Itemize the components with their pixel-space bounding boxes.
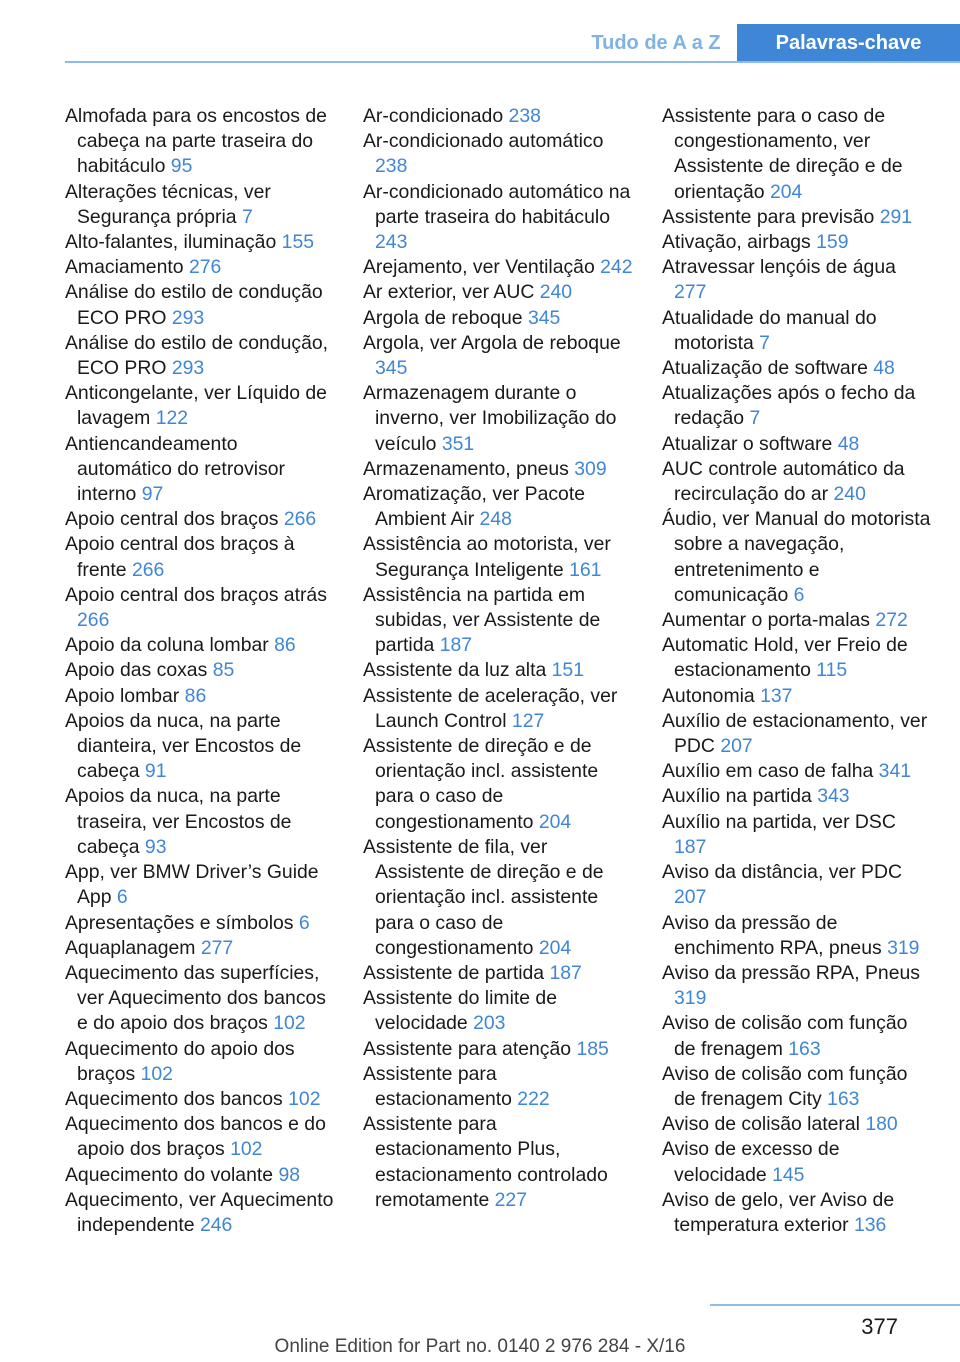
index-entry [65, 255, 335, 280]
entry-term: Aviso de colisão com função de frenagem [662, 1012, 908, 1060]
entry-term: Aviso de colisão lateral [662, 1113, 860, 1136]
index-entry [662, 306, 932, 356]
page-link[interactable]: 351 [441, 432, 475, 455]
page-link[interactable]: 204 [538, 936, 572, 959]
index-column-3 [662, 104, 932, 1238]
entry-term: Ar exterior, ver AUC [363, 281, 535, 304]
page-link[interactable]: 319 [887, 936, 920, 959]
page-link[interactable]: 345 [375, 357, 408, 380]
page-link[interactable]: 187 [439, 634, 473, 657]
page-link[interactable]: 238 [508, 105, 541, 127]
index-entry [662, 205, 932, 230]
entry-term: Assistente para o caso de congestionamento, ver Assistente de direção e de orientação [662, 105, 903, 203]
entry-term: Análise do estilo de condução, ECO PRO [65, 331, 329, 380]
index-entry [662, 1188, 932, 1238]
index-entry [363, 306, 633, 331]
entry-term: Antiencandeamento automático do retrovisor interno [65, 432, 286, 506]
page-link[interactable]: 102 [288, 1087, 321, 1110]
entry-term: Apoio da coluna lombar [65, 634, 269, 657]
page-link[interactable]: 7 [759, 331, 770, 354]
entry-term: Assistente de partida [363, 961, 545, 984]
entry-term: Apresentações e símbolos [65, 911, 294, 934]
page-link[interactable]: 291 [879, 205, 913, 228]
index-entry [65, 1112, 335, 1162]
page-link[interactable]: 309 [574, 457, 607, 480]
index-entry [65, 658, 335, 683]
page-link[interactable]: 207 [720, 735, 753, 758]
index-entry [662, 1112, 932, 1137]
index-entry [65, 331, 335, 381]
index-entry [65, 784, 335, 860]
page-number: 377 [861, 1314, 898, 1339]
page-link[interactable]: 98 [278, 1163, 301, 1186]
index-entry [363, 1062, 633, 1112]
page-link[interactable]: 293 [171, 306, 205, 329]
index-entry [65, 684, 335, 709]
index-entry [65, 1163, 335, 1188]
index-entry [65, 507, 335, 532]
index-entry [65, 709, 335, 785]
index-entry [662, 432, 932, 457]
page-link[interactable]: 266 [283, 508, 317, 531]
index-entry [662, 911, 932, 961]
page-link[interactable]: 93 [144, 835, 167, 858]
page-header [0, 0, 960, 62]
page-link[interactable]: 227 [494, 1188, 527, 1211]
index-entry [662, 255, 932, 305]
page-link[interactable]: 266 [131, 558, 165, 581]
entry-term: Aviso de gelo, ver Aviso de temperatura exterior [662, 1188, 895, 1236]
page-link[interactable]: 242 [600, 256, 633, 279]
page-link[interactable]: 207 [674, 886, 707, 909]
index-entry [363, 684, 633, 734]
page-link[interactable]: 293 [171, 357, 205, 380]
entry-term: Aquecimento dos bancos e do apoio dos braços [65, 1113, 326, 1161]
entry-term: Auxílio na partida, ver DSC [662, 810, 896, 833]
entry-term: Aviso da distância, ver PDC [662, 861, 902, 884]
page-link[interactable]: 95 [170, 155, 193, 178]
entry-term: Alterações técnicas, ver Segurança própria [65, 180, 271, 228]
index-entry [65, 230, 335, 255]
entry-term: Aquecimento, ver Aquecimento independente [65, 1188, 334, 1236]
index-entry [662, 608, 932, 633]
page-link[interactable]: 187 [674, 835, 707, 858]
page-link[interactable]: 204 [769, 180, 803, 203]
index-entry [65, 1087, 335, 1112]
entry-term: Apoio central dos braços atrás [65, 583, 327, 606]
index-entry [662, 633, 932, 683]
index-entry [363, 961, 633, 986]
active-tab-keywords[interactable]: Palavras-chave [737, 24, 960, 62]
page-link[interactable]: 127 [511, 709, 545, 732]
page-link[interactable]: 246 [199, 1213, 233, 1236]
entry-term: Assistente para estacionamento Plus, estacionamento controlado remotamente [363, 1113, 608, 1211]
entry-term: Assistente para atenção [363, 1037, 572, 1060]
index-entry [662, 684, 932, 709]
page-link[interactable]: 277 [200, 936, 234, 959]
page-link[interactable]: 102 [140, 1062, 173, 1085]
page-link[interactable]: 204 [538, 810, 572, 833]
index-entry [662, 759, 932, 784]
entry-term: Análise do estilo de condução ECO PRO [65, 281, 323, 329]
entry-term: Assistente do limite de velocidade [363, 987, 558, 1035]
entry-term: Assistente para previsão [662, 205, 875, 228]
page-link[interactable]: 203 [473, 1012, 506, 1035]
page-link[interactable]: 137 [760, 684, 793, 707]
index-entry [662, 1011, 932, 1061]
index-entry [363, 482, 633, 532]
entry-term: Aviso da pressão de enchimento RPA, pneus [662, 911, 882, 959]
page-link[interactable]: 6 [116, 886, 128, 909]
page-link[interactable]: 6 [793, 583, 805, 606]
entry-term: Anticongelante, ver Líquido de lavagem [65, 382, 327, 430]
page-link[interactable]: 7 [749, 407, 761, 430]
entry-term: Atualizar o software [662, 432, 833, 455]
index-entry [65, 532, 335, 582]
index-entry [65, 860, 335, 910]
page-link[interactable]: 102 [273, 1012, 306, 1035]
index-entry [363, 1037, 633, 1062]
index-entry [662, 1062, 932, 1112]
page-link[interactable]: 187 [549, 961, 582, 984]
entry-term: Apoio central dos braços à frente [65, 533, 295, 581]
index-entry [363, 734, 633, 835]
page-link[interactable]: 248 [479, 508, 512, 531]
entry-term: Alto-falantes, iluminação [65, 231, 277, 254]
index-entry [363, 835, 633, 961]
page-link[interactable]: 48 [873, 357, 895, 380]
entry-term: Assistente de aceleração, ver Launch Control [363, 684, 618, 732]
page-link[interactable]: 161 [569, 558, 602, 581]
page-link[interactable]: 151 [551, 659, 584, 682]
page-link[interactable]: 155 [281, 231, 315, 254]
index-entry [65, 432, 335, 508]
entry-term: Argola de reboque [363, 306, 523, 329]
entry-term: Áudio, ver Manual do motorista sobre a navegação, entretenimento e comunicação [662, 508, 931, 606]
index-entry [65, 961, 335, 1037]
index-entry [65, 104, 335, 180]
index-entry [662, 457, 932, 507]
index-entry [65, 633, 335, 658]
page-link[interactable]: 48 [837, 432, 860, 455]
index-entry [65, 381, 335, 431]
page-link[interactable]: 276 [188, 256, 222, 279]
index-entry [65, 936, 335, 961]
header-divider [65, 61, 960, 63]
entry-term: Aquecimento do volante [65, 1163, 274, 1186]
entry-term: Apoios da nuca, na parte dianteira, ver Encostos de cabeça [65, 709, 302, 783]
entry-term: Atualidade do manual do motorista [662, 306, 877, 354]
index-entry [662, 104, 932, 205]
page-link[interactable]: 85 [212, 659, 235, 682]
index-entry [65, 1188, 335, 1238]
entry-term: Ar-condicionado automático na parte traseira do habitáculo [363, 180, 631, 228]
entry-term: Arejamento, ver Ventilação [363, 256, 595, 279]
page-link[interactable]: 136 [853, 1213, 887, 1236]
page-link[interactable]: 145 [772, 1163, 805, 1186]
index-entry [662, 1137, 932, 1187]
index-entry [363, 532, 633, 582]
entry-term: Apoio das coxas [65, 659, 208, 682]
index-entry [65, 280, 335, 330]
entry-term: Assistente de fila, ver Assistente de direção e de orientação incl. assistente para o caso de congestionamento [363, 835, 604, 959]
index-entry [662, 961, 932, 1011]
entry-term: Apoios da nuca, na parte traseira, ver Encostos de cabeça [65, 785, 292, 858]
entry-term: Assistência ao motorista, ver Segurança Inteligente [363, 533, 611, 581]
page-link[interactable]: 86 [184, 684, 207, 707]
entry-term: Armazenamento, pneus [363, 457, 569, 480]
page-link[interactable]: 185 [576, 1037, 609, 1060]
page-link[interactable]: 7 [241, 205, 253, 228]
entry-term: Assistente da luz alta [363, 659, 547, 682]
entry-term: Ar-condicionado [363, 105, 504, 127]
page-link[interactable]: 319 [674, 987, 707, 1010]
entry-term: Aquecimento dos bancos [65, 1087, 283, 1110]
page-link[interactable]: 277 [674, 281, 707, 304]
page-link[interactable]: 122 [155, 407, 189, 430]
page-link[interactable]: 97 [141, 483, 164, 506]
entry-term: Auxílio na partida [662, 785, 812, 808]
entry-term: Auxílio de estacionamento, ver PDC [662, 709, 928, 758]
index-entry [65, 911, 335, 936]
entry-term: Aquaplanagem [65, 936, 196, 959]
page-link[interactable]: 240 [539, 281, 573, 304]
entry-term: Apoio central dos braços [65, 508, 279, 531]
index-entry [662, 709, 932, 759]
page-link[interactable]: 345 [527, 306, 561, 329]
page-link[interactable]: 272 [875, 609, 908, 632]
page-link[interactable]: 91 [144, 760, 167, 783]
footer-divider [710, 1304, 960, 1306]
index-entry [363, 1112, 633, 1213]
index-entry [363, 129, 633, 179]
entry-term: Autonomia [662, 684, 755, 707]
entry-term: Aromatização, ver Pacote Ambient Air [363, 483, 586, 531]
index-entry [662, 860, 932, 910]
entry-term: Assistente para estacionamento [363, 1062, 512, 1110]
index-entry [363, 180, 633, 256]
page-link[interactable]: 266 [77, 609, 110, 632]
entry-term: Aviso de colisão com função de frenagem City [662, 1062, 908, 1110]
entry-term: Apoio lombar [65, 684, 180, 707]
index-entry [363, 457, 633, 482]
index-entry [363, 658, 633, 683]
page-link[interactable]: 238 [375, 155, 408, 178]
page-link[interactable]: 86 [274, 634, 296, 657]
page-link[interactable]: 341 [878, 760, 912, 783]
entry-term: Atravessar lençóis de água [662, 256, 896, 279]
page-link[interactable]: 6 [298, 911, 310, 934]
page-link[interactable]: 343 [817, 785, 850, 808]
page-link[interactable]: 159 [816, 231, 849, 254]
index-entry [662, 784, 932, 809]
entry-term: Auxílio em caso de falha [662, 760, 874, 783]
entry-term: AUC controle automático da recirculação do ar [662, 457, 905, 506]
index-entry [363, 986, 633, 1036]
index-entry [363, 255, 633, 280]
entry-term: App, ver BMW Driver’s Guide App [65, 861, 319, 909]
entry-term: Atualização de software [662, 357, 868, 380]
index-entry [662, 230, 932, 255]
entry-term: Aviso de excesso de velocidade [662, 1138, 840, 1186]
index-entry [662, 356, 932, 381]
index-entry [65, 583, 335, 633]
entry-term: Argola, ver Argola de reboque [363, 331, 621, 354]
page-link[interactable]: 102 [230, 1138, 263, 1161]
edition-note: Online Edition for Part no. 0140 2 976 284 - X/16 [274, 1336, 686, 1357]
entry-term: Assistência na partida em subidas, ver Assistente de partida [363, 583, 601, 657]
entry-term: Aviso da pressão RPA, Pneus [662, 961, 920, 984]
page-link[interactable]: 163 [827, 1087, 860, 1110]
index-entry [662, 810, 932, 860]
index-entry [65, 1037, 335, 1087]
page-link[interactable]: 222 [517, 1087, 550, 1110]
page-link[interactable]: 115 [816, 659, 848, 682]
index-entry [363, 280, 633, 305]
page-link[interactable]: 240 [833, 483, 866, 506]
page-link[interactable]: 243 [375, 231, 408, 254]
entry-term: Automatic Hold, ver Freio de estacionamento [662, 634, 908, 682]
index-column-2 [363, 104, 633, 1213]
entry-term: Atualizações após o fecho da redação [662, 382, 916, 430]
index-entry [363, 331, 633, 381]
index-entry [65, 180, 335, 230]
entry-term: Amaciamento [65, 256, 184, 279]
index-entry [363, 104, 633, 129]
entry-term: Ativação, airbags [662, 231, 811, 254]
page-link[interactable]: 180 [865, 1113, 898, 1136]
entry-term: Armazenagem durante o inverno, ver Imobilização do veículo [363, 382, 617, 455]
page-link[interactable]: 163 [788, 1037, 821, 1060]
index-column-1 [65, 104, 335, 1238]
index-entry [363, 583, 633, 659]
section-tab[interactable]: Tudo de A a Z [591, 32, 721, 54]
entry-term: Almofada para os encostos de cabeça na parte traseira do habitáculo [65, 105, 327, 178]
entry-term: Assistente de direção e de orientação incl. assistente para o caso de congestionamento [363, 735, 599, 833]
entry-term: Ar-condicionado automático [363, 130, 604, 153]
index-entry [662, 507, 932, 608]
entry-term: Aumentar o porta-malas [662, 609, 871, 632]
index-entry [662, 381, 932, 431]
entry-term: Aquecimento das superfícies, ver Aquecimento dos bancos e do apoio dos braços [65, 961, 327, 1035]
index-entry [363, 381, 633, 457]
entry-term: Aquecimento do apoio dos braços [65, 1037, 295, 1085]
